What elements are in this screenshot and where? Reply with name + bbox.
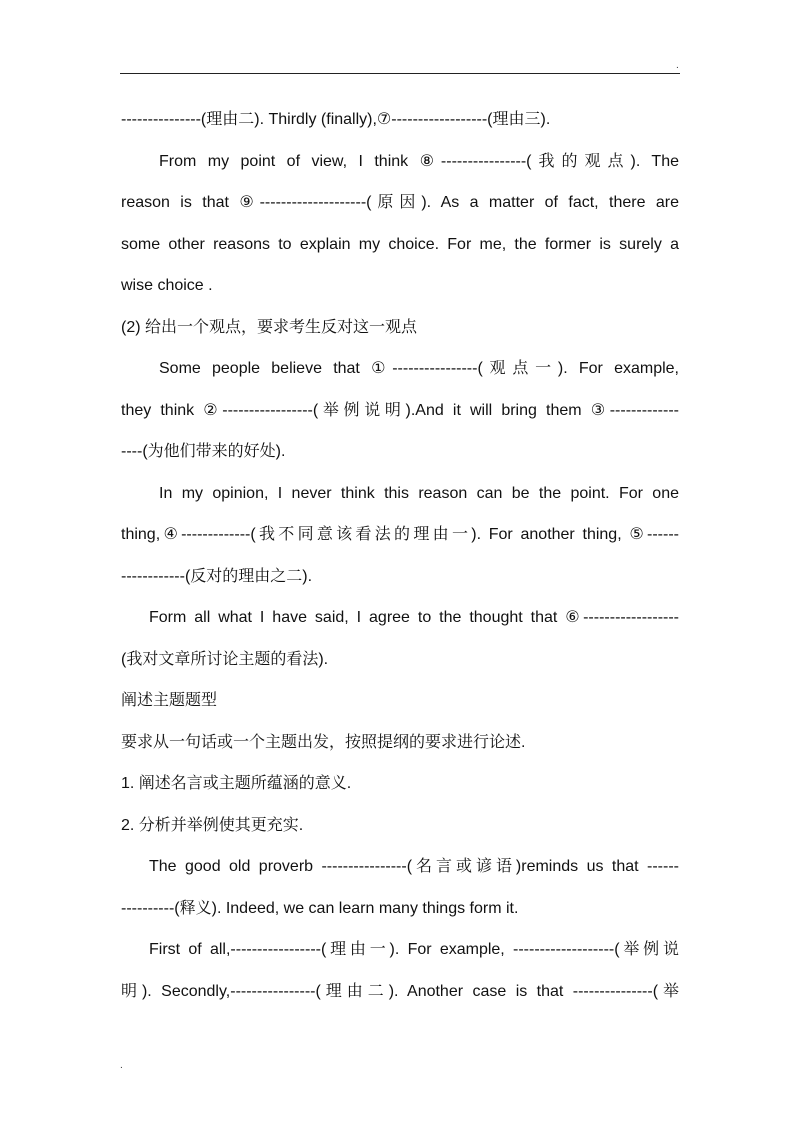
paragraph-line: ------------(反对的理由之二). — [121, 567, 313, 585]
paragraph-line: Some people believe that ①----------------(观点一). For example, — [159, 360, 679, 377]
paragraph-line: The good old proverb ----------------(名言或谚语)reminds us that ------ — [149, 858, 679, 875]
paragraph-line: they think ②-----------------(举例说明).And it will bring them ③------------- — [121, 401, 679, 419]
section-heading: 阐述主题题型 — [121, 692, 218, 709]
paragraph-line: thing,④-------------(我不同意该看法的理由一). For another thing, ⑤------ — [121, 526, 679, 543]
header-rule — [120, 73, 680, 74]
section-heading: (2) 给出一个观点，要求考生反对这一观点 — [121, 318, 418, 336]
paragraph-line: some other reasons to explain my choice. For me, the former is surely a — [121, 235, 679, 253]
list-item: 1. 阐述名言或主题所蕴涵的意义. — [121, 775, 352, 792]
paragraph-line: In my opinion, I never think this reason can be the point. For one — [159, 484, 679, 502]
paragraph-line: 明). Secondly,----------------(理由二). Another case is that ---------------(举 — [121, 982, 679, 1000]
paragraph-line: (我对文章所讨论主题的看法). — [121, 650, 329, 668]
paragraph-line: ----(为他们带来的好处). — [121, 443, 286, 460]
paragraph-line: First of all,-----------------(理由一). For example, -------------------(举例说 — [149, 941, 679, 958]
paragraph-line: Form all what I have said, I agree to the thought that ⑥------------------ — [149, 609, 679, 626]
paragraph-line: From my point of view, I think ⑧----------------(我的观点). The — [159, 152, 679, 170]
paragraph-line: wise choice . — [121, 277, 213, 294]
paragraph-line: reason is that ⑨--------------------(原因). As a matter of fact, there are — [121, 194, 679, 211]
paragraph-line: ---------------(理由二). Thirdly (finally),⑦------------------(理由三). — [121, 111, 551, 128]
list-item: 2. 分析并举例使其更充实. — [121, 816, 304, 834]
paragraph-line: ----------(释义). Indeed, we can learn many things form it. — [121, 899, 519, 917]
header-mark: . — [676, 60, 679, 71]
footer-mark: . — [120, 1060, 123, 1071]
document-body — [121, 99, 679, 1012]
paragraph-line: 要求从一句话或一个主题出发，按照提纲的要求进行论述. — [121, 733, 526, 751]
